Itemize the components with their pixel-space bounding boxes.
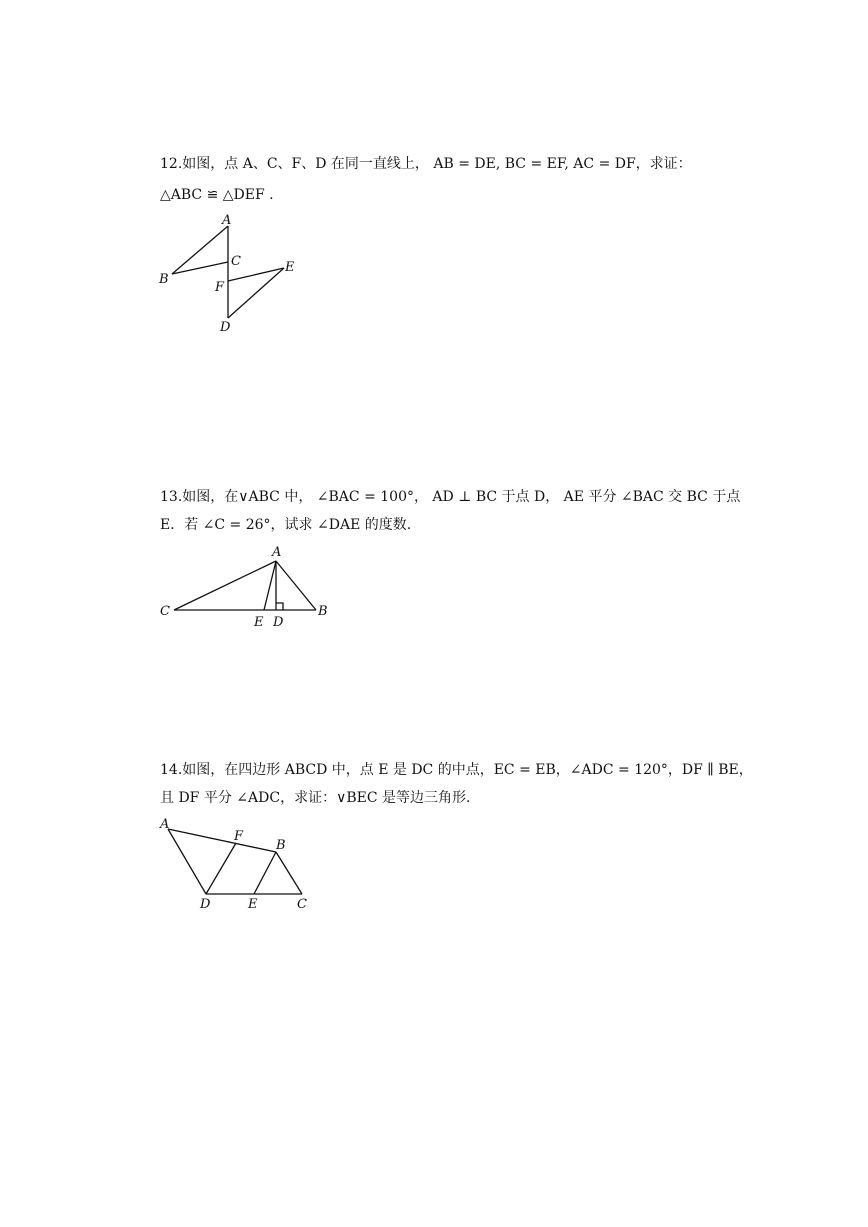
problem-14-figure (150, 812, 320, 917)
point-label-B: B (318, 604, 328, 619)
segment-AE (264, 561, 276, 610)
problem-12-statement: 12.如图，点 A、C、F、D 在同一直线上， AB = DE, BC = EF, AC = DF，求证： (160, 156, 692, 172)
point-label-E: E (285, 260, 295, 275)
problem-13-figure (150, 538, 340, 633)
segment-BC (172, 262, 228, 274)
point-label-D: D (200, 897, 211, 912)
point-label-F: F (234, 829, 244, 844)
point-label-B: B (276, 838, 286, 853)
point-label-E: E (248, 897, 258, 912)
point-label-E: E (254, 615, 264, 630)
point-label-C: C (297, 897, 307, 912)
segment-BE (254, 852, 276, 894)
segment-AD (168, 829, 206, 894)
point-label-A: A (272, 545, 282, 560)
problem-14-statement: 14.如图，在四边形 ABCD 中，点 E 是 DC 的中点，EC = EB，∠ADC = 120°，DF ∥ BE， (160, 762, 753, 778)
segment-DF (206, 843, 236, 894)
segment-FE (228, 268, 284, 281)
point-label-F: F (215, 280, 225, 295)
segment-BC (276, 852, 302, 894)
segment-AB (168, 829, 276, 852)
problem-13-question: E．若 ∠C = 26°，试求 ∠DAE 的度数. (160, 517, 412, 533)
point-label-C: C (231, 254, 241, 269)
point-label-A: A (222, 213, 232, 228)
problem-13-statement: 13.如图，在∨ABC 中， ∠BAC = 100°， AD ⊥ BC 于点 D， AE 平分 ∠BAC 交 BC 于点 (160, 489, 741, 505)
point-label-D: D (273, 615, 284, 630)
point-label-D: D (220, 320, 231, 335)
segment-ED (228, 268, 284, 318)
problem-12-claim: △ABC ≌ △DEF . (160, 187, 274, 203)
problem-14-claim: 且 DF 平分 ∠ADC，求证：∨BEC 是等边三角形. (160, 790, 471, 806)
point-label-A: A (160, 817, 170, 832)
right-angle-mark (276, 603, 283, 610)
point-label-B: B (159, 272, 169, 287)
segment-AC (174, 561, 276, 610)
point-label-C: C (160, 604, 170, 619)
segment-AB (172, 226, 228, 274)
problem-12-figure (150, 205, 310, 340)
